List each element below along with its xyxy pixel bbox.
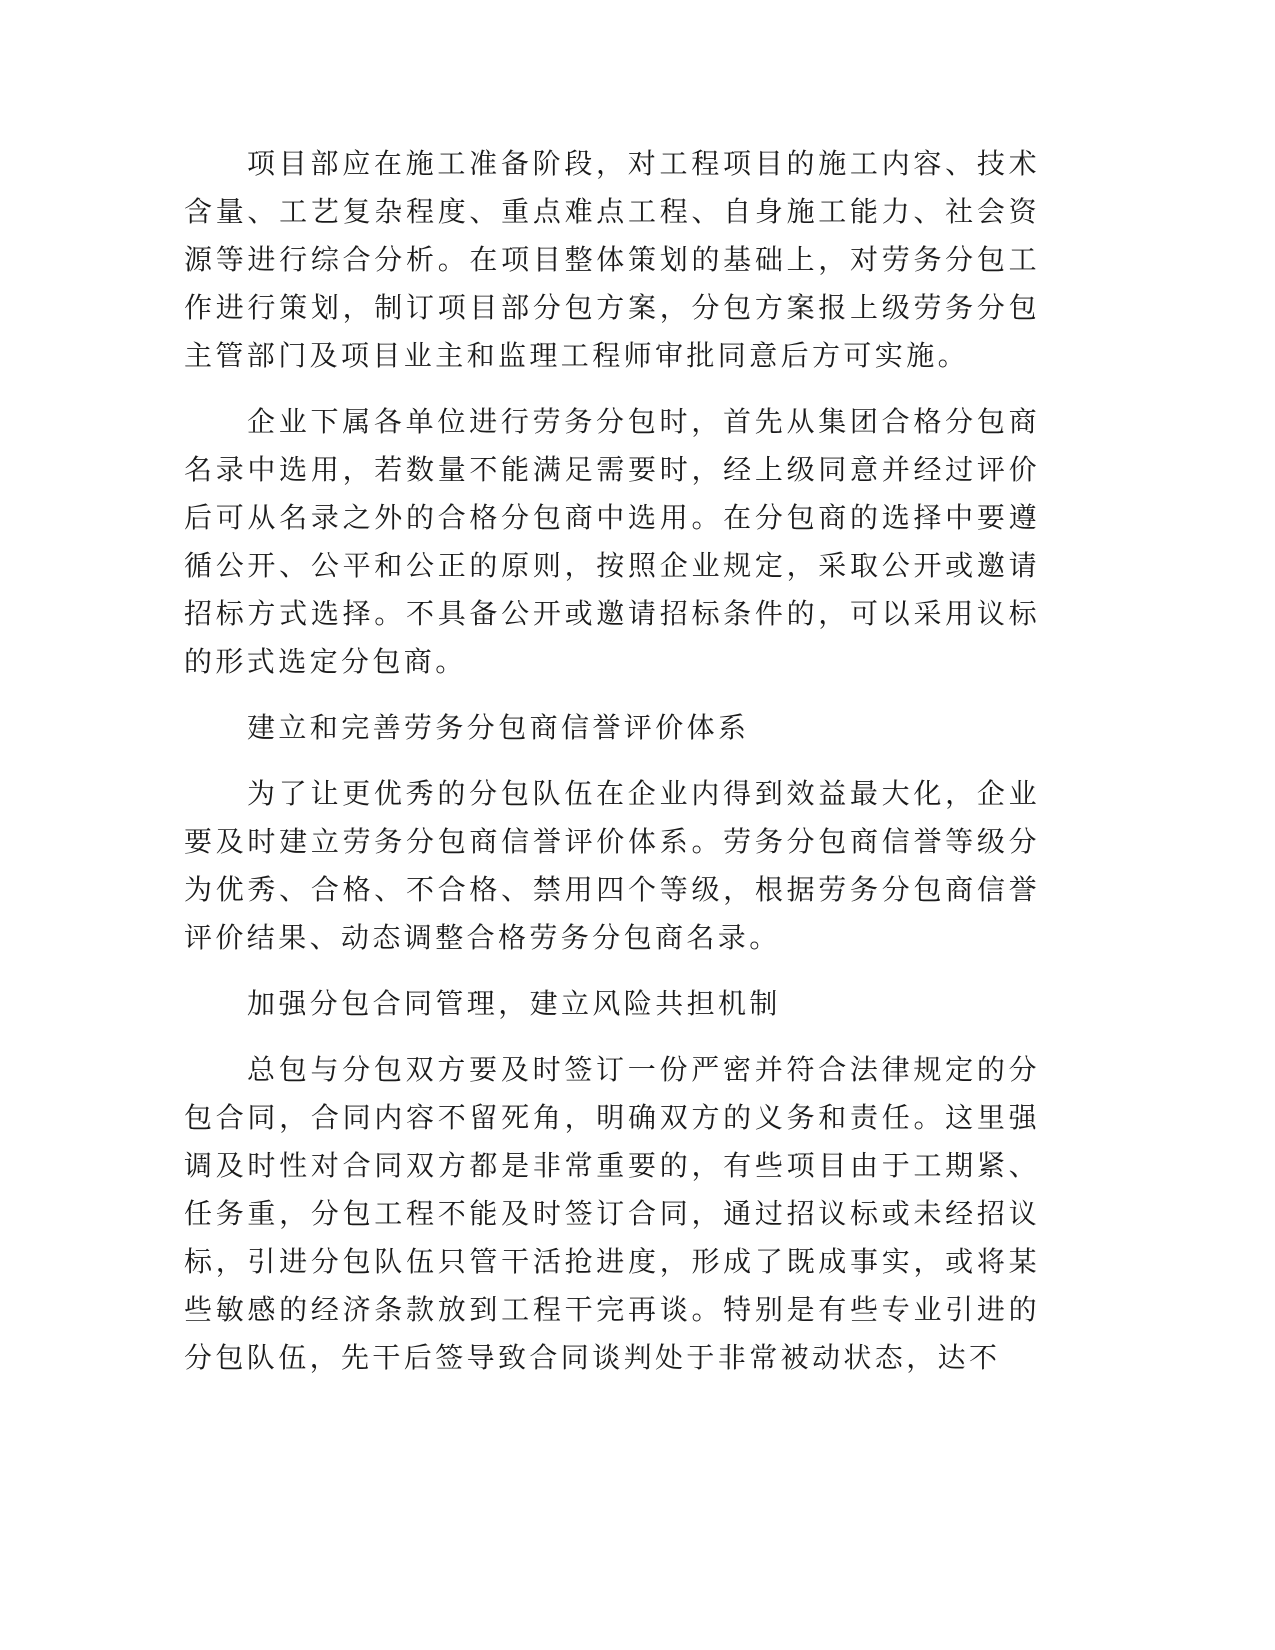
section-heading-credit-evaluation: 建立和完善劳务分包商信誉评价体系 <box>247 711 750 744</box>
paragraph-subcontract-planning: 项目部应在施工准备阶段，对工程项目的施工内容、技术含量、工艺复杂程度、重点难点工程、自身施工能力、社会资源等进行综合分析。在项目整体策划的基础上，对劳务分包工作进行策划，制订项目部分包方案，分包方案报上级劳务分包主管部门及项目业主和监理工程师审批同意后方可实施。 <box>184 147 1040 372</box>
document-body <box>184 140 1040 1400</box>
paragraph-contract-management: 总包与分包双方要及时签订一份严密并符合法律规定的分包合同，合同内容不留死角，明确双方的义务和责任。这里强调及时性对合同双方都是非常重要的，有些项目由于工期紧、任务重，分包工程不能及时签订合同，通过招议标或未经招议标，引进分包队伍只管干活抢进度，形成了既成事实，或将某些敏感的经济条款放到工程干完再谈。特别是有些专业引进的分包队伍，先干后签导致合同谈判处于非常被动状态，达不 <box>184 1053 1040 1374</box>
section-heading-contract-management: 加强分包合同管理，建立风险共担机制 <box>247 987 781 1020</box>
paragraph-credit-evaluation: 为了让更优秀的分包队伍在企业内得到效益最大化，企业要及时建立劳务分包商信誉评价体系。劳务分包商信誉等级分为优秀、合格、不合格、禁用四个等级，根据劳务分包商信誉评价结果、动态调整合格劳务分包商名录。 <box>184 777 1040 954</box>
paragraph-subcontractor-selection: 企业下属各单位进行劳务分包时，首先从集团合格分包商名录中选用，若数量不能满足需要时，经上级同意并经过评价后可从名录之外的合格分包商中选用。在分包商的选择中要遵循公开、公平和公正的原则，按照企业规定，采取公开或邀请招标方式选择。不具备公开或邀请招标条件的，可以采用议标的形式选定分包商。 <box>184 405 1040 678</box>
